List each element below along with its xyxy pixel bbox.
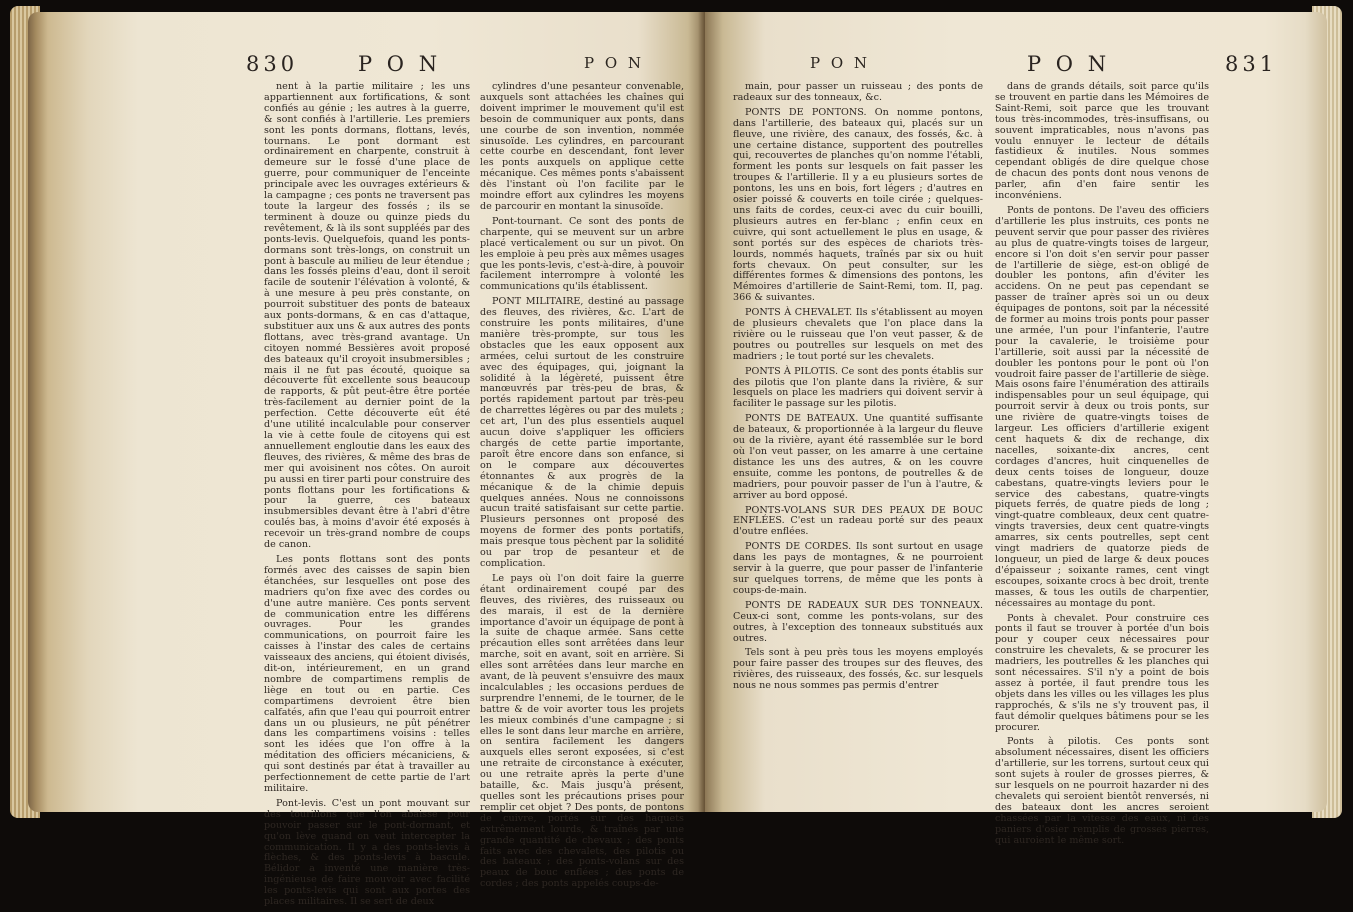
paragraph: PONTS DE CORDES. Ils sont surtout en usage dans les pays de montagnes, & ne pourroient servir à la guerre, que pour passer de l'infanterie sur quelques torrens, de même que les ponts à coups-de-main. bbox=[733, 541, 983, 596]
paragraph: PONTS DE RADEAUX SUR DES TONNEAUX. Ceux-ci sont, comme les ponts-volans, sur des outres, à l'exception des tonneaux substitués aux outres. bbox=[733, 599, 983, 644]
paragraph: main, pour passer un ruisseau ; des ponts de radeaux sur des tonneaux, &c. bbox=[733, 81, 983, 103]
open-book bbox=[28, 6, 1328, 908]
left-page-column-2 bbox=[480, 82, 684, 894]
paragraph: Ponts à chevalet. Pour construire ces ponts il faut se trouver à portée d'un bois pour y couper ceux nécessaires pour construire les chevalets, & se procurer les madriers, les poutrelles & les planches qui sont nécessaires. S'il n'y a point de bois assez à portée, il faut prendre tous les objets dans les villes ou les villages les plus rapprochés, & s'ils ne s'y trouvent pas, il faut démolir quelques bâtimens pour se les procurer. bbox=[995, 612, 1209, 733]
paragraph: PONTS DE PONTONS. On nomme pontons, dans l'artillerie, des bateaux qui, placés sur un fleuve, une rivière, des canaux, des fossés, &c. à une certaine distance, supportent des poutrelles qui, recouvertes de planches qu'on nomme l'établi, forment les ponts sur lesquels on fait passer les troupes & l'artillerie. Il y a eu plusieurs sortes de pontons, les uns en bois, fort légers ; d'autres en osier poissé & couverts en toile cirée ; quelques-uns faits de cordes, ceux-ci avec du cuir bouilli, plusieurs autres en fer-blanc ; enfin ceux en cuivre, qui sont actuellement le plus en usage, & sont portés sur des espèces de chariots très-lourds, nommés haquets, traînés par six ou huit forts chevaux. On peut consulter, sur les différentes formes & dimensions des pontons, les Mémoires d'artillerie de Saint-Remi, tom. II, pag. 366 & suivantes. bbox=[733, 106, 983, 304]
paragraph: nent à la partie militaire ; les uns appartiennent aux fortifications, & sont confiés au génie ; les autres à la guerre, & sont confiés à l'artillerie. Les premiers sont les ponts dormans, flottans, levés, tournans. Le pont dormant est ordinairement en charpente, construit à demeure sur le fossé d'une place de guerre, pour communiquer de l'enceinte principale avec les ouvrages extérieurs & la campagne ; ces ponts ne traversent pas toute la largeur des fossés ; ils se terminent à douze ou quinze pieds du revêtement, & là ils sont suppléés par des ponts-levis. Quelquefois, quand les ponts-dormans sont très-longs, on construit un pont à bascule au milieu de leur étendue ; dans les fossés pleins d'eau, dont il seroit facile de soutenir l'élévation à volonté, & à une mesure à peu près constante, on pourroit substituer des ponts de bateaux aux ponts-dormans, & en cas d'attaque, substituer aux uns & aux autres des ponts flottans, avec très-grand avantage. Un citoyen nommé Bessières avoit proposé des bateaux qu'il croyoit insubmersibles ; mais il ne fut pas écouté, quoique sa découverte fût excellente sous beaucoup de rapports, & pût peut-être être portée très-facilement au dernier point de la perfection. Cette découverte eût été d'une utilité incalculable pour conserver la vie à cette foule de citoyens qui est annuellement engloutie dans les eaux des fleuves, des rivières, & même des bras de mer qui avoisinent nos côtes. On auroit pu aussi en tirer parti pour construire des ponts flottans pour les fortifications & pour la guerre, ces bateaux insubmersibles devant être à l'abri d'être coulés bas, à moins d'avoir été exposés à recevoir un très-grand nombre de coups de canon. bbox=[264, 81, 470, 551]
paragraph: Le pays où l'on doit faire la guerre étant ordinairement coupé par des fleuves, des rivières, des ruisseaux ou des marais, il est de la dernière importance d'avoir un équipage de pont à la suite de chaque armée. Sans cette précaution elles sont arrêtées dans leur marche, soit en avant, soit en arrière. Si elles sont arrêtées dans leur marche en avant, de là peuvent s'ensuivre des maux incalculables ; les occasions perdues de surprendre l'ennemi, de le tourner, de le battre & de voir avorter tous les projets les mieux combinés d'une campagne ; si elles le sont dans leur marche en arrière, on sentira facilement les dangers auxquels elles seront exposées, si c'est une retraite de circonstance à exécuter, ou une retraite après la perte d'une bataille, &c. Mais jusqu'à présent, quelles sont les précautions prises pour remplir cet objet ? Des ponts, de pontons de cuivre, portés sur des haquets extrêmement lourds, & traînés par une grande quantité de chevaux ; des ponts faits avec des chevalets, des pilotis ou des bateaux ; des ponts-volans sur des peaux de bouc enflées ; des ponts de cordes ; des ponts appelés coups-de- bbox=[480, 572, 684, 890]
left-running-head: P O N bbox=[358, 52, 442, 76]
paragraph: Ponts de pontons. De l'aveu des officiers d'artillerie les plus instruits, ces ponts ne peuvent servir que pour passer des rivières au plus de quatre-vingts toises de largeur, encore si l'on doit s'en servir pour passer de l'artillerie de siège, est-on obligé de doubler les pontons, afin d'éviter les accidens. On ne peut pas cependant se passer de traîner après soi un ou deux équipages de pontons, soit par la nécessité de former au moins trois ponts pour passer une armée, l'un pour l'infanterie, l'autre pour la cavalerie, le troisième pour l'artillerie, soit aussi par la nécessité de doubler les pontons pour le pont où l'on voudroit faire passer de l'artillerie de siège. Mais osons faire l'énumération des attirails indispensables pour un seul équipage, qui pourroit servir à deux ou trois ponts, sur une rivière de quatre-vingts toises de largeur. Les officiers d'artillerie exigent cent haquets & dix de rechange, dix nacelles, soixante-dix ancres, cent cordages d'ancres, huit cinquenelles de deux cents toises de longueur, douze cabestans, quatre-vingts leviers pour le service des cabestans, quatre-vingts piquets ferrés, de quatre pieds de long ; vingt-quatre combleaux, deux cent quatre-vingts traversies, deux cent quatre-vingts amarres, six cents poutrelles, sept cent vingt madriers de quatorze pieds de longueur, un pied de large & deux pouces d'épaisseur ; soixante rames, cent vingt escoupes, soixante crocs à bec droit, trente masses, & tous les outils de charpentier, nécessaires au montage du pont. bbox=[995, 204, 1209, 609]
paragraph: dans de grands détails, soit parce qu'ils se trouvent en partie dans les Mémoires de Saint-Remi, soit parce que les trouvant tous très-incommodes, très-insuffisans, ou souvent impraticables, nous n'avons pas voulu ennuyer le lecteur de détails fastidieux & inutiles. Nous sommes cependant obligés de dire quelque chose de chacun des ponts dont nous venons de parler, afin d'en faire sentir les inconvéniens. bbox=[995, 81, 1209, 202]
left-page bbox=[28, 12, 705, 908]
right-page-column-2 bbox=[995, 82, 1209, 851]
paragraph: Tels sont à peu près tous les moyens employés pour faire passer des troupes sur des fleuves, des rivières, des ruisseaux, des fossés, &c. sur lesquels nous ne nous sommes pas permis d'entrer bbox=[733, 647, 983, 692]
right-column-head: P O N bbox=[810, 54, 871, 72]
paragraph: PONTS À CHEVALET. Ils s'établissent au moyen de plusieurs chevalets que l'on place dans la rivière ou le ruisseau que l'on veut passer, & de poutres ou poutrelles sur lesquels on met des madriers ; le tout porté sur les chevalets. bbox=[733, 307, 983, 362]
left-page-number: 830 bbox=[246, 52, 299, 76]
paragraph: Pont-levis. C'est un pont mouvant sur des tourillons que l'on abaisse pour pouvoir passer sur le pont-dormant, et qu'on lève quand on veut intercepter la communication. Il y a des ponts-levis à flèches, & des ponts-levis à bascule. Bélidor a inventé une manière très-ingénieuse de faire mouvoir avec facilité les ponts-levis qui sont aux portes des places militaires. Il se sert de deux bbox=[264, 797, 470, 908]
paragraph: Les ponts flottans sont des ponts formés avec des caisses de sapin bien étanchées, sur lesquelles ont pose des madriers qu'on fixe avec des cordes ou d'une autre manière. Ces ponts servent de communication entre les différens ouvrages. Pour les grandes communications, on pourroit faire les caisses à l'instar des cales de certains vaisseaux des anciens, qui étoient divisés, dit-on, intérieurement, en un grand nombre de compartimens remplis de liège en tout ou en partie. Ces compartimens devroient être bien calfatés, afin que l'eau qui pourroit entrer dans un ou plusieurs, ne pût pénétrer dans les compartimens voisins : telles sont les idées que l'on offre à la méditation des officiers mécaniciens, & qui sont destinés par état à travailler au perfectionnement de cette partie de l'art militaire. bbox=[264, 553, 470, 794]
right-page bbox=[705, 12, 1327, 846]
paragraph: Ponts à pilotis. Ces ponts sont absolument nécessaires, disent les officiers d'artillerie, sur les torrens, surtout ceux qui sont sujets à rouler de grosses pierres, & sur lesquels on ne pourroit hazarder ni des chevalets qui seroient bientôt renversés, ni des bateaux dont les ancres seroient chassées par la vitesse des eaux, ni des paniers d'osier remplis de grosses pierres, qui auroient le même sort. bbox=[995, 736, 1209, 846]
paragraph: PONTS À PILOTIS. Ce sont des ponts établis sur des pilotis que l'on plante dans la rivière, & sur lesquels on place les madriers qui doivent servir à faciliter le passage sur les pilotis. bbox=[733, 365, 983, 410]
paragraph: PONTS-VOLANS SUR DES PEAUX DE BOUC ENFLÉES. C'est un radeau porté sur des peaux d'outre enflées. bbox=[733, 504, 983, 538]
paragraph: PONTS DE BATEAUX. Une quantité suffisante de bateaux, & proportionnée à la largeur du fleuve ou de la rivière, ayant été rassemblée sur le bord où l'on veut passer, on les amarre à une certaine distance les uns des autres, & on les couvre ensuite, comme les pontons, de poutrelles & de madriers, pour pouvoir passer de l'un à l'autre, & arriver au bord opposé. bbox=[733, 413, 983, 501]
paragraph: PONT MILITAIRE, destiné au passage des fleuves, des rivières, &c. L'art de construire les ponts militaires, d'une manière très-prompte, sur tous les obstacles que les eaux opposent aux armées, celui surtout de les construire avec des équipages, qui, joignant la solidité à la légèreté, puissent être manœuvrés par très-peu de bras, & portés rapidement partout par très-peu de charrettes légères ou par des mulets ; cet art, l'un des plus essentiels auquel aucun doive s'appliquer les officiers chargés de cette partie importante, paroît être encore dans son enfance, si on le compare aux découvertes étonnantes & aux progrès de la mécanique & de la chimie depuis quelques années. Nous ne connoissons aucun traité satisfaisant sur cette partie. Plusieurs personnes ont proposé des moyens de former des ponts portatifs, mais presque tous pèchent par la solidité ou par trop de pesanteur et de complication. bbox=[480, 296, 684, 569]
left-page-column-1 bbox=[264, 82, 470, 912]
right-running-head: P O N bbox=[1027, 52, 1111, 76]
right-page-number: 831 bbox=[1225, 52, 1278, 76]
paragraph: Pont-tournant. Ce sont des ponts de charpente, qui se meuvent sur un arbre placé verticalement ou sur un pivot. On les emploie à peu près aux mêmes usages que les ponts-levis, c'est-à-dire, à pouvoir facilement interrompre à volonté les communications qu'ils établissent. bbox=[480, 215, 684, 293]
left-column-head: P O N bbox=[584, 54, 645, 72]
paragraph: cylindres d'une pesanteur convenable, auxquels sont attachées les chaînes qui doivent imprimer le mouvement qu'il est besoin de communiquer aux ponts, dans une courbe de son invention, nommée sinusoïde. Les cylindres, en parcourant cette courbe en descendant, font lever les ponts auxquels on applique cette mécanique. Ces mêmes ponts s'abaissent dès l'instant où l'on facilite par le moindre effort aux cylindres les moyens de parcourir en montant la sinusoïde. bbox=[480, 81, 684, 212]
right-page-column-1 bbox=[733, 82, 983, 696]
